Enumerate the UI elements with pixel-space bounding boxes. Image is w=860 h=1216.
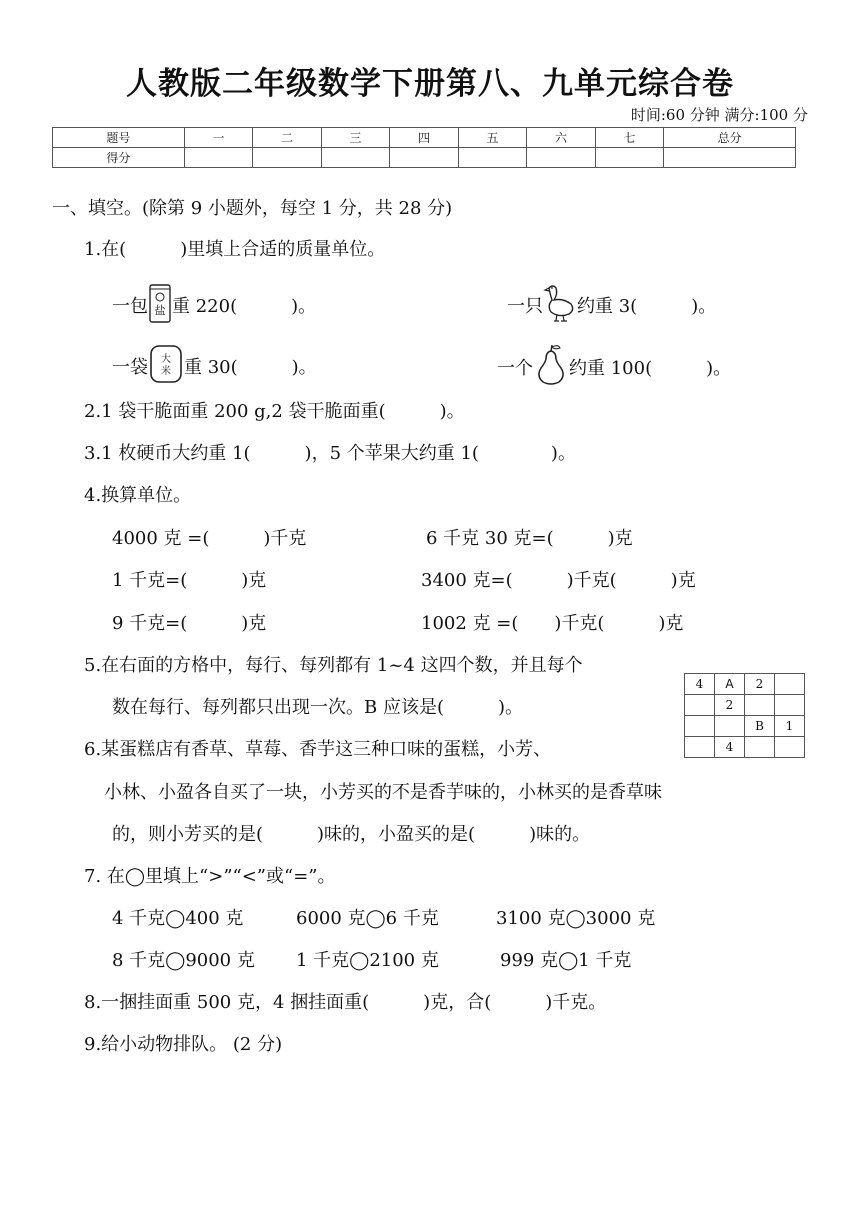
q1-rice-pre: 一袋 — [112, 357, 148, 378]
grid-cell — [745, 737, 775, 758]
grid-row — [685, 674, 805, 695]
score-table — [52, 127, 796, 168]
score-table-header-row — [53, 128, 796, 148]
grid-row — [685, 695, 805, 716]
time-score-info: 时间:60 分钟 满分:100 分 — [630, 106, 808, 124]
svg-text:大: 大 — [161, 354, 171, 365]
score-header-cell: 总分 — [664, 128, 796, 148]
grid-cell: B — [745, 716, 775, 737]
score-header-cell: 六 — [527, 128, 596, 148]
q6-line-1: 6.某蛋糕店有香草、草莓、香芋这三种口味的蛋糕，小芳、 — [84, 739, 552, 760]
score-header-cell: 五 — [458, 128, 527, 148]
q1-salt-pre: 一包 — [112, 296, 148, 317]
rice-bag-icon — [148, 343, 184, 393]
q1-item-goose — [507, 282, 716, 332]
grid-cell — [715, 716, 745, 737]
grid-cell — [775, 674, 805, 695]
grid-cell: A — [715, 674, 745, 695]
score-cell[interactable] — [321, 148, 390, 168]
q1-goose-post: 约重 3( )。 — [577, 296, 717, 317]
grid-row — [685, 716, 805, 737]
score-cell[interactable] — [595, 148, 664, 168]
grid-cell — [685, 737, 715, 758]
q4-item: 6 千克 30 克=( )克 — [426, 528, 633, 549]
q1-goose-pre: 一只 — [507, 296, 543, 317]
grid-cell — [685, 695, 715, 716]
score-header-cell: 二 — [253, 128, 322, 148]
grid-cell: 4 — [685, 674, 715, 695]
grid-cell — [775, 737, 805, 758]
score-header-cell: 四 — [390, 128, 459, 148]
q4-item: 1002 克 =( )千克( )克 — [421, 613, 684, 634]
goose-icon — [543, 282, 577, 332]
svg-text:米: 米 — [161, 366, 171, 377]
q7-item: 1 千克◯2100 克 — [296, 950, 439, 971]
q7-item: 999 克◯1 千克 — [500, 950, 632, 971]
score-cell[interactable] — [527, 148, 596, 168]
q7-stem: 7. 在◯里填上“>”“<”或“=”。 — [84, 866, 336, 887]
score-header-cell: 一 — [184, 128, 253, 148]
score-cell[interactable] — [664, 148, 796, 168]
page-title: 人教版二年级数学下册第八、九单元综合卷 — [126, 66, 734, 102]
q5-line-2: 数在每行、每列都只出现一次。B 应该是( )。 — [112, 697, 523, 718]
q4-stem: 4.换算单位。 — [84, 485, 192, 506]
salt-label: 盐 — [154, 304, 166, 317]
q2-text: 2.1 袋干脆面重 200 g,2 袋干脆面重( )。 — [84, 401, 465, 422]
grid-cell — [685, 716, 715, 737]
q3-text: 3.1 枚硬币大约重 1( )，5 个苹果大约重 1( )。 — [84, 443, 576, 464]
score-cell[interactable] — [390, 148, 459, 168]
score-table-score-row — [53, 148, 796, 168]
q6-line-3: 的，则小芳买的是( )味的，小盈买的是( )味的。 — [112, 824, 591, 845]
section-1-heading: 一、填空。(除第 9 小题外，每空 1 分，共 28 分) — [52, 198, 453, 219]
grid-cell — [745, 695, 775, 716]
score-cell[interactable] — [253, 148, 322, 168]
q4-item: 9 千克=( )克 — [112, 613, 267, 634]
q1-stem: 1.在( )里填上合适的质量单位。 — [84, 239, 386, 260]
q1-pear-pre: 一个 — [497, 358, 533, 379]
q1-item-pear — [497, 343, 731, 395]
score-cell[interactable] — [184, 148, 253, 168]
score-header-cell: 七 — [595, 128, 664, 148]
grid-cell: 2 — [745, 674, 775, 695]
q4-item: 4000 克 =( )千克 — [112, 528, 307, 549]
q6-line-2: 小林、小盈各自买了一块，小芳买的不是香芋味的，小林买的是香草味 — [104, 782, 662, 803]
salt-bag-icon — [148, 282, 172, 332]
q1-item-rice — [112, 343, 317, 393]
q1-pear-post: 约重 100( )。 — [569, 358, 732, 379]
score-header-cell: 三 — [321, 128, 390, 148]
q8-text: 8.一捆挂面重 500 克，4 捆挂面重( )克，合( )千克。 — [84, 992, 607, 1013]
q1-salt-post: 重 220( )。 — [172, 296, 317, 317]
q7-item: 6000 克◯6 千克 — [296, 908, 439, 929]
q5-line-1: 5.在右面的方格中，每行、每列都有 1~4 这四个数，并且每个 — [84, 655, 583, 676]
grid-cell: 1 — [775, 716, 805, 737]
q4-item: 3400 克=( )千克( )克 — [421, 570, 696, 591]
grid-cell: 4 — [715, 737, 745, 758]
number-grid — [684, 673, 805, 758]
q7-item: 8 千克◯9000 克 — [112, 950, 255, 971]
grid-cell — [775, 695, 805, 716]
q1-rice-post: 重 30( )。 — [184, 357, 317, 378]
score-header-cell: 题号 — [53, 128, 185, 148]
score-row-label: 得分 — [53, 148, 185, 168]
q1-item-salt — [112, 282, 316, 332]
q7-item: 4 千克◯400 克 — [112, 908, 244, 929]
pear-icon — [533, 343, 569, 395]
q7-item: 3100 克◯3000 克 — [496, 908, 656, 929]
score-cell[interactable] — [458, 148, 527, 168]
grid-cell: 2 — [715, 695, 745, 716]
q9-text: 9.给小动物排队。 (2 分) — [84, 1034, 283, 1055]
q4-item: 1 千克=( )克 — [112, 570, 267, 591]
grid-row — [685, 737, 805, 758]
